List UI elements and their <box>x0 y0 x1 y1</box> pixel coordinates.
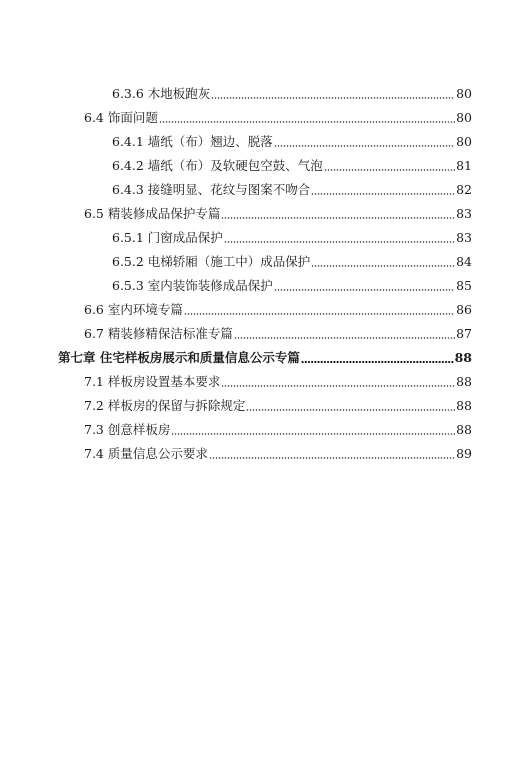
toc-entry-page: 80 <box>456 134 472 149</box>
table-of-contents <box>0 78 529 462</box>
toc-entry-title: 6.5 精装修成品保护专篇 <box>84 206 221 221</box>
toc-entry-title: 6.4.2 墙纸（布）及软硬包空鼓、气泡 <box>112 158 323 173</box>
toc-entry-page: 86 <box>456 302 472 317</box>
toc-entry[interactable] <box>0 198 529 222</box>
toc-entry-title: 6.4.3 接缝明显、花纹与图案不吻合 <box>112 182 311 197</box>
toc-entry[interactable] <box>0 78 529 102</box>
toc-entry-title: 6.5.1 门窗成品保护 <box>112 230 223 245</box>
toc-entry-page: 84 <box>456 254 472 269</box>
toc-entry-page: 80 <box>456 86 472 101</box>
toc-entry-page: 83 <box>456 230 472 245</box>
dot-leader <box>211 97 455 99</box>
dot-leader <box>311 193 455 195</box>
toc-entry-title: 7.1 样板房设置基本要求 <box>84 374 221 389</box>
toc-entry[interactable] <box>0 150 529 174</box>
toc-entry-title: 7.4 质量信息公示要求 <box>84 446 208 461</box>
toc-chapter-entry[interactable] <box>0 342 529 366</box>
toc-entry[interactable] <box>0 438 529 462</box>
dot-leader <box>224 241 455 243</box>
dot-leader <box>221 217 455 219</box>
toc-entry-page: 81 <box>456 158 472 173</box>
toc-entry-title: 7.3 创意样板房 <box>84 422 171 437</box>
toc-entry[interactable] <box>0 318 529 342</box>
toc-entry-page: 83 <box>456 206 472 221</box>
toc-entry-title: 第七章 住宅样板房展示和质量信息公示专篇 <box>58 350 300 365</box>
dot-leader <box>221 385 455 387</box>
dot-leader <box>184 313 455 315</box>
toc-entry[interactable] <box>0 366 529 390</box>
toc-entry-page: 88 <box>456 398 472 413</box>
toc-entry[interactable] <box>0 102 529 126</box>
toc-entry-title: 6.4 饰面问题 <box>84 110 158 125</box>
dot-leader <box>159 121 455 123</box>
dot-leader <box>274 289 455 291</box>
toc-entry-title: 6.6 室内环境专篇 <box>84 302 183 317</box>
toc-entry[interactable] <box>0 390 529 414</box>
toc-entry[interactable] <box>0 246 529 270</box>
toc-entry-title: 6.5.3 室内装饰装修成品保护 <box>112 278 273 293</box>
toc-entry[interactable] <box>0 294 529 318</box>
toc-entry-page: 88 <box>454 350 472 365</box>
dot-leader <box>301 361 454 363</box>
toc-entry[interactable] <box>0 174 529 198</box>
dot-leader <box>209 457 455 459</box>
toc-entry[interactable] <box>0 270 529 294</box>
toc-entry-page: 82 <box>456 182 472 197</box>
toc-entry[interactable] <box>0 414 529 438</box>
toc-entry-title: 6.4.1 墙纸（布）翘边、脱落 <box>112 134 273 149</box>
dot-leader <box>171 433 455 435</box>
toc-entry-page: 88 <box>456 374 472 389</box>
toc-entry-page: 89 <box>456 446 472 461</box>
toc-entry-title: 6.7 精装修精保洁标准专篇 <box>84 326 233 341</box>
toc-entry-page: 85 <box>456 278 472 293</box>
toc-entry-page: 88 <box>456 422 472 437</box>
toc-entry-page: 87 <box>456 326 472 341</box>
dot-leader <box>311 265 455 267</box>
dot-leader <box>234 337 455 339</box>
toc-entry-page: 80 <box>456 110 472 125</box>
toc-entry[interactable] <box>0 126 529 150</box>
toc-entry-title: 6.5.2 电梯轿厢（施工中）成品保护 <box>112 254 311 269</box>
toc-entry[interactable] <box>0 222 529 246</box>
toc-entry-title: 7.2 样板房的保留与拆除规定 <box>84 398 246 413</box>
dot-leader <box>246 409 455 411</box>
dot-leader <box>274 145 455 147</box>
dot-leader <box>324 169 455 171</box>
toc-entry-title: 6.3.6 木地板跑灰 <box>112 86 211 101</box>
